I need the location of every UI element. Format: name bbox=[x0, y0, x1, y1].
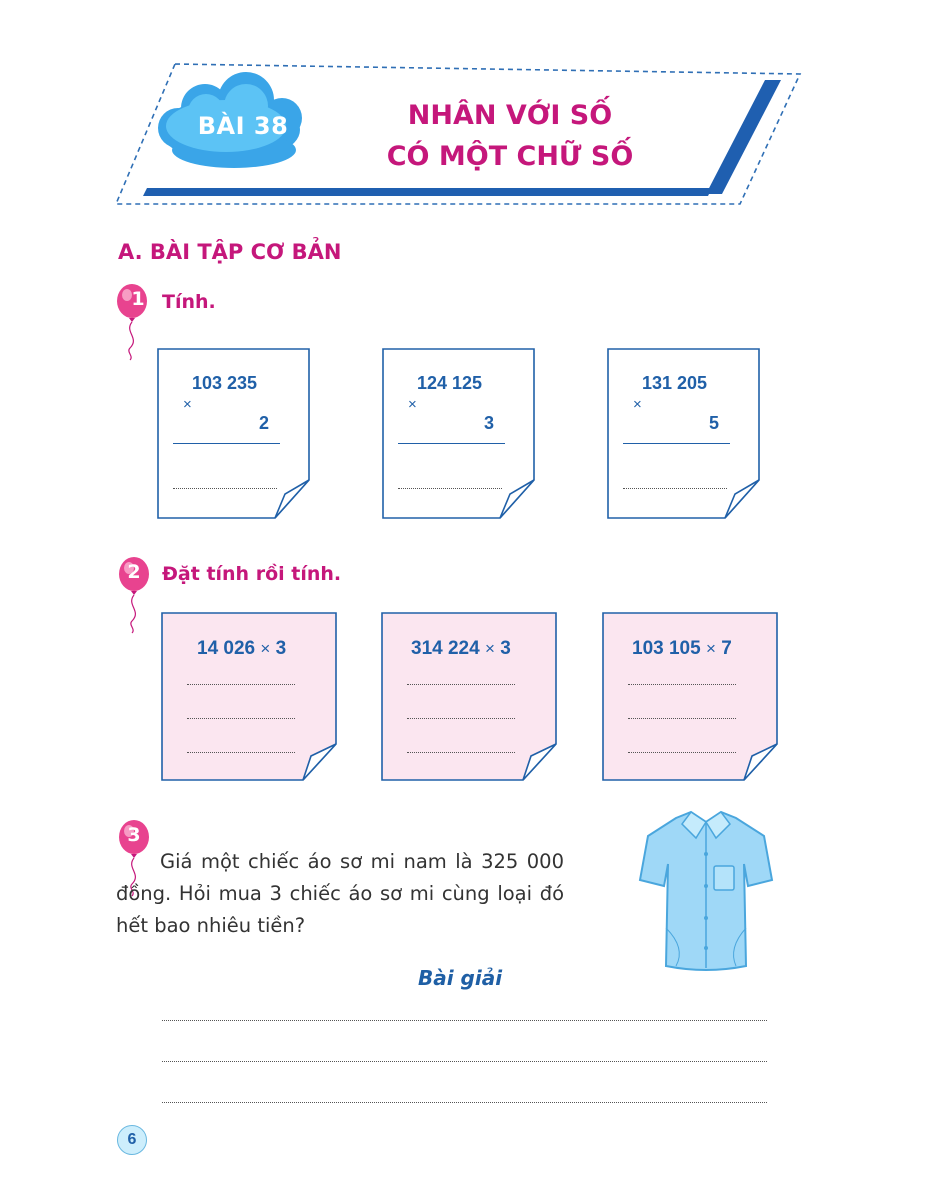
multiplicand: 124 125 bbox=[417, 373, 483, 393]
exercise-1-label: Tính. bbox=[162, 291, 216, 313]
exercise-1-card-3 bbox=[607, 348, 762, 520]
exercise-1-card-2 bbox=[382, 348, 537, 520]
solution-line[interactable] bbox=[162, 1061, 767, 1062]
answer-blank[interactable] bbox=[628, 684, 736, 685]
exercise-2-card-1 bbox=[161, 612, 339, 782]
expression: 103 105 × 7 bbox=[632, 638, 732, 659]
answer-blank[interactable] bbox=[187, 684, 295, 685]
lesson-title-line2: CÓ MỘT CHỮ SỐ bbox=[386, 141, 634, 172]
expression: 14 026 × 3 bbox=[197, 638, 287, 659]
answer-blank[interactable] bbox=[187, 718, 295, 719]
result-line bbox=[623, 443, 730, 444]
answer-blank[interactable] bbox=[187, 752, 295, 753]
exercise-3-text: Giá một chiếc áo sơ mi nam là 325 000 đồng. Hỏi mua 3 chiếc áo sơ mi cùng loại đó hết bao nhiêu tiền? bbox=[116, 850, 564, 937]
section-title: A. BÀI TẬP CƠ BẢN bbox=[118, 240, 342, 264]
answer-blank[interactable] bbox=[173, 488, 277, 489]
answer-blank[interactable] bbox=[628, 752, 736, 753]
solution-line[interactable] bbox=[162, 1020, 767, 1021]
exercise-2-card-3 bbox=[602, 612, 780, 782]
times-sign: × bbox=[408, 396, 417, 413]
exercise-1-number: 1 bbox=[131, 288, 145, 310]
result-line bbox=[173, 443, 280, 444]
answer-blank[interactable] bbox=[398, 488, 502, 489]
lesson-title-line1: NHÂN VỚI SỐ bbox=[407, 100, 613, 131]
answer-blank[interactable] bbox=[407, 752, 515, 753]
solution-label: Bài giải bbox=[418, 966, 503, 990]
exercise-2-card-2 bbox=[381, 612, 559, 782]
solution-line[interactable] bbox=[162, 1102, 767, 1103]
page-number: 6 bbox=[117, 1125, 147, 1155]
answer-blank[interactable] bbox=[623, 488, 727, 489]
exercise-2-number: 2 bbox=[127, 561, 141, 583]
exercise-1-card-1 bbox=[157, 348, 312, 520]
multiplier: 5 bbox=[709, 413, 720, 433]
shirt-icon bbox=[636, 808, 776, 973]
times-sign: × bbox=[183, 396, 192, 413]
multiplier: 3 bbox=[484, 413, 495, 433]
lesson-badge: BÀI 38 bbox=[197, 112, 289, 140]
exercise-2-label: Đặt tính rồi tính. bbox=[162, 563, 342, 585]
answer-blank[interactable] bbox=[407, 684, 515, 685]
multiplicand: 103 235 bbox=[192, 373, 258, 393]
result-line bbox=[398, 443, 505, 444]
answer-blank[interactable] bbox=[628, 718, 736, 719]
exercise-3-number: 3 bbox=[127, 824, 141, 846]
multiplier: 2 bbox=[259, 413, 270, 433]
times-sign: × bbox=[633, 396, 642, 413]
multiplicand: 131 205 bbox=[642, 373, 708, 393]
expression: 314 224 × 3 bbox=[411, 638, 511, 659]
answer-blank[interactable] bbox=[407, 718, 515, 719]
